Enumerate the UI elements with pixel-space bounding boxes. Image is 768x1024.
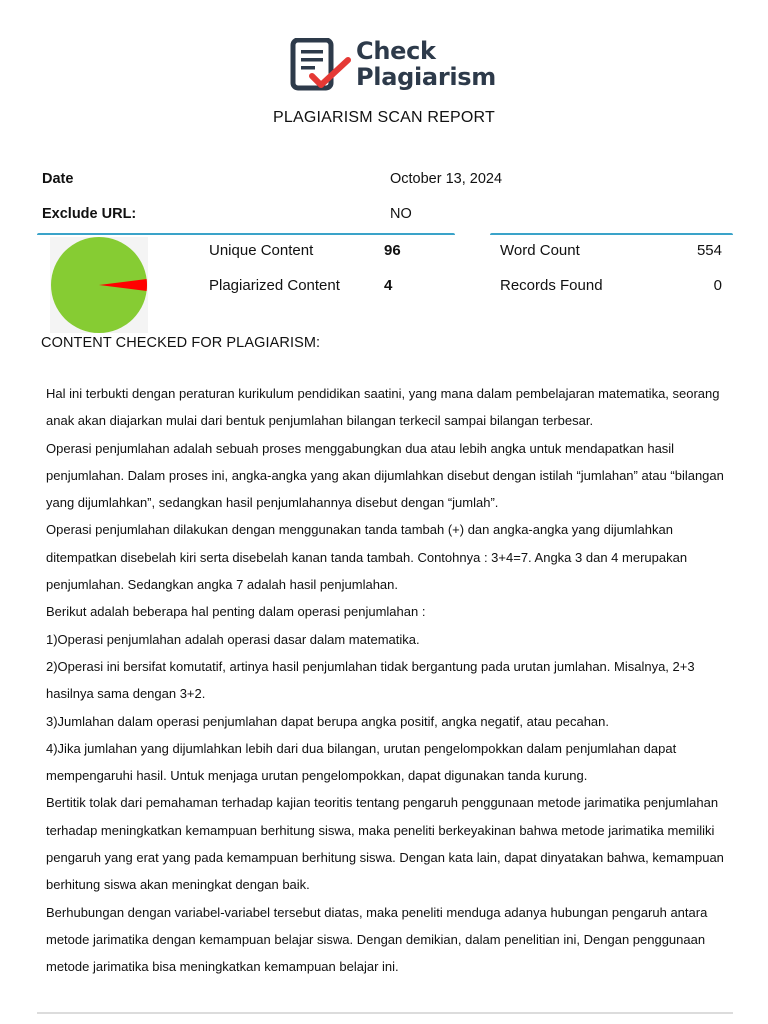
content-paragraph: 3)Jumlahan dalam operasi penjumlahan dapat berupa angka positif, angka negatif, atau pecahan.	[46, 713, 610, 729]
report-title: PLAGIARISM SCAN REPORT	[273, 109, 495, 126]
date-value: October 13, 2024	[390, 171, 503, 187]
content-paragraph: 4)Jika jumlahan yang dijumlahkan lebih dari dua bilangan, urutan pengelompokkan dalam penjumlahan dapat mempengaruhi hasil. Untuk menjaga urutan pengelompokkan, dapat digunakan tanda kurung.	[46, 740, 677, 784]
content-paragraph: Hal ini terbukti dengan peraturan kurikulum pendidikan saatini, yang mana dalam pembelajaran matematika, seorang anak akan diajarkan mulai dari bentuk penjumlahan bilangan terkecil sampai bilangan terbesar.	[46, 386, 720, 429]
logo-line1: Check	[356, 37, 436, 65]
content-paragraph: Operasi penjumlahan adalah sebuah proses menggabungkan dua atau lebih angka untuk mendapatkan hasil penjumlahan. Dalam proses ini, angka-angka yang akan dijumlahkan disebut dengan istilah “jumlahan” atau “bilangan yang dijumlahkan”, sedangkan hasil penjumlahannya disebut dengan “jumlah”.	[46, 440, 724, 511]
document-check-icon	[290, 38, 352, 94]
exclude-url-value: NO	[390, 206, 412, 222]
content-paragraph: Berhubungan dengan variabel-variabel tersebut diatas, maka peneliti menduga adanya hubungan pengaruh antara metode jarimatika dengan kemampuan belajar siswa. Dengan demikian, dalam penelitian ini, Dengan penggunaan metode jarimatika bisa meningkatkan kemampuan belajar ini.	[46, 904, 708, 975]
plagiarized-content-value: 4	[384, 277, 393, 294]
page-bottom-divider	[37, 1012, 733, 1014]
stats-divider-right	[490, 233, 733, 235]
check-plagiarism-logo	[290, 37, 496, 94]
content-paragraph: Bertitik tolak dari pemahaman terhadap kajian teoritis tentang pengaruh penggunaan metode jarimatika penjumlahan terhadap meningkatkan kemampuan berhitung siswa, maka peneliti berkeyakinan bahwa metode jarimatika memiliki pengaruh yang erat yang pada kemampuan berhitung siswa. Dengan kata lain, dapat dinyatakan bahwa, kemampuan berhitung siswa akan meningkat dengan baik.	[46, 795, 724, 893]
content-paragraph: Operasi penjumlahan dilakukan dengan menggunakan tanda tambah (+) dan angka-angka yang dijumlahkan ditempatkan disebelah kiri serta disebelah kanan tanda tambah. Contohnya : 3+4=7. Angka 3 dan 4 merupakan penjumlahan. Sedangkan angka 7 adalah hasil penjumlahan.	[46, 522, 688, 593]
date-label: Date	[42, 171, 74, 187]
content-paragraph: 1)Operasi penjumlahan adalah operasi dasar dalam matematika.	[46, 631, 420, 647]
plagiarism-pie-chart	[50, 237, 148, 333]
content-heading: CONTENT CHECKED FOR PLAGIARISM:	[41, 335, 321, 351]
records-found-value: 0	[713, 277, 722, 294]
content-paragraph: 2)Operasi ini bersifat komutatif, artinya hasil penjumlahan tidak bergantung pada urutan jumlahan. Misalnya, 2+3 hasilnya sama dengan 3+2.	[46, 658, 695, 702]
checked-content	[46, 380, 736, 981]
logo-line2: Plagiarism	[356, 63, 496, 91]
stats-divider-left	[37, 233, 455, 235]
unique-content-value: 96	[384, 242, 401, 259]
records-found-label: Records Found	[500, 277, 603, 294]
unique-content-label: Unique Content	[209, 242, 314, 259]
word-count-value: 554	[696, 242, 722, 259]
exclude-url-label: Exclude URL:	[42, 206, 137, 222]
word-count-label: Word Count	[500, 242, 580, 259]
logo-wordmark	[356, 38, 496, 90]
plagiarized-content-label: Plagiarized Content	[209, 277, 340, 294]
content-paragraph: Berikut adalah beberapa hal penting dalam operasi penjumlahan :	[46, 604, 426, 620]
